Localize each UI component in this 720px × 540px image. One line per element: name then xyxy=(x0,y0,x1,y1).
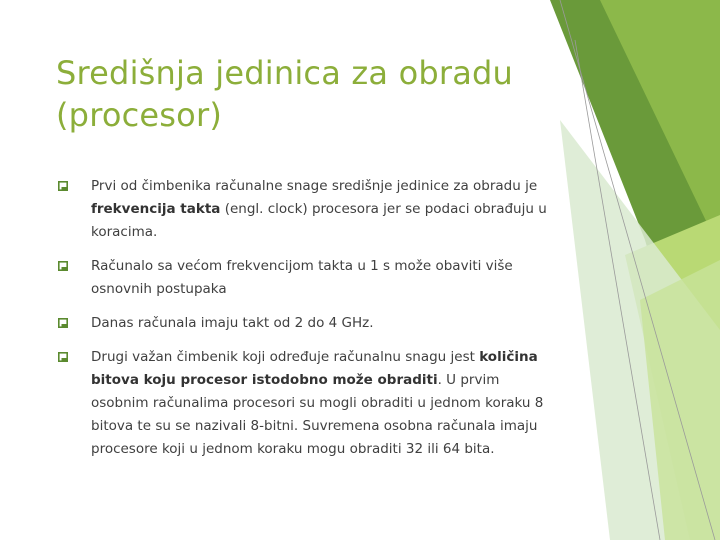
hollow-square-bullet-icon xyxy=(58,261,68,271)
bullet-4-bold: količina bitova koju procesor istodobno može obraditi xyxy=(91,349,538,388)
bullet-item-3 xyxy=(58,312,558,335)
bullet-4-text: Drugi važan čimbenik koji određuje računalnu snagu jest xyxy=(91,349,480,365)
slide-title xyxy=(56,52,556,136)
bullet-3-text: Danas računala imaju takt od 2 do 4 GHz. xyxy=(91,315,374,331)
bullet-item-1 xyxy=(58,175,558,244)
bullet-1-text: Prvi od čimbenika računalne snage središnje jedinice za obradu je xyxy=(91,178,538,194)
bullet-1-text-end: (engl. clock) procesora jer se podaci obrađuju u koracima. xyxy=(91,201,547,240)
bullet-item-4 xyxy=(58,346,558,461)
title-line-2: (procesor) xyxy=(56,96,222,134)
hollow-square-bullet-icon xyxy=(58,318,68,328)
hollow-square-bullet-icon xyxy=(58,181,68,191)
bullet-list xyxy=(58,175,558,461)
title-line-1: Središnja jedinica za obradu xyxy=(56,54,514,92)
bullet-1-bold: frekvencija takta xyxy=(91,201,221,217)
hollow-square-bullet-icon xyxy=(58,352,68,362)
bullet-4-text-end: . U prvim osobnim računalima procesori su mogli obraditi u jednom koraku 8 bitova te su se nazivali 8-bitni. Suvremena osobna računala imaju procesore koji u jednom koraku mogu obraditi 32 ili 64 bita. xyxy=(91,372,544,457)
bullet-2-text: Računalo sa većom frekvencijom takta u 1 s može obaviti više osnovnih postupaka xyxy=(91,258,513,297)
bullet-item-2 xyxy=(58,255,558,301)
